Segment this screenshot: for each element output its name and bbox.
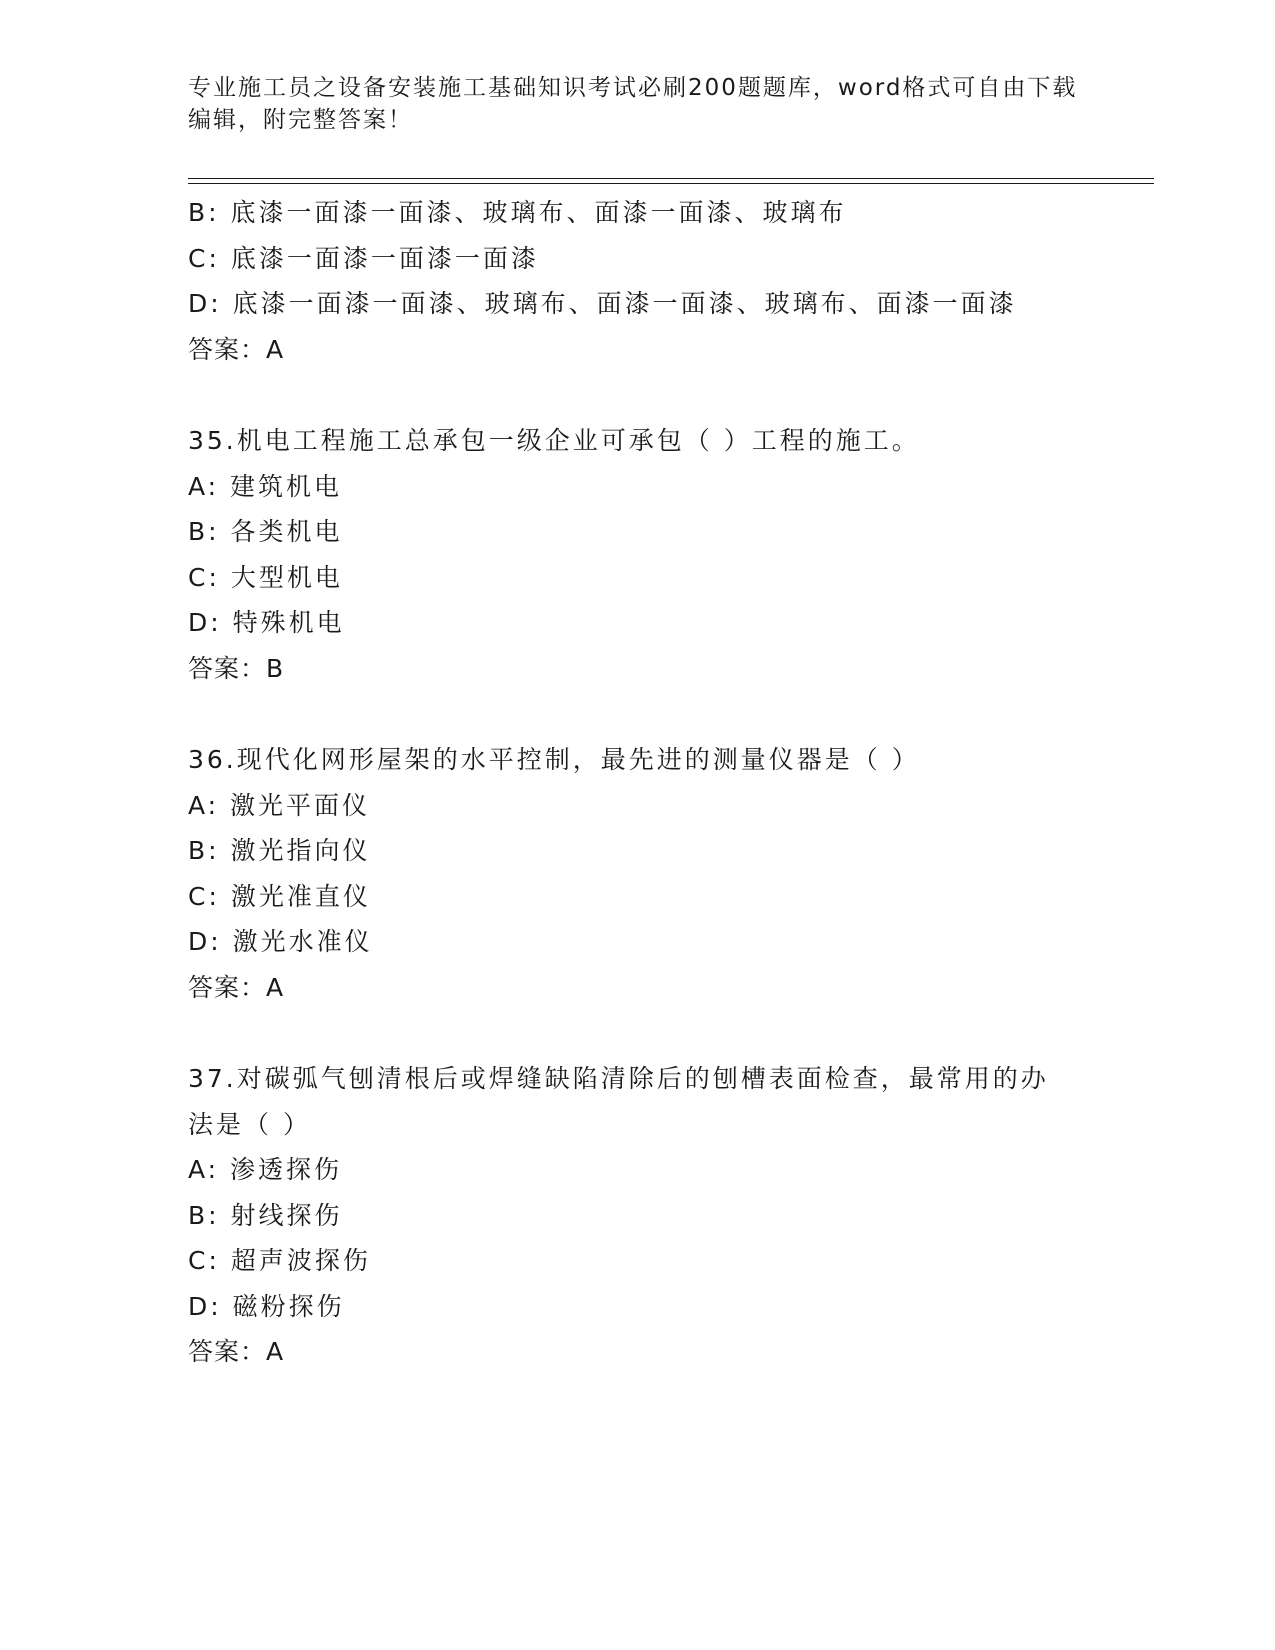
option-c: C: 大型机电	[188, 562, 343, 592]
answer: 答案：A	[188, 972, 285, 1002]
option-a: A: 建筑机电	[188, 471, 343, 501]
header-divider-top	[188, 178, 1154, 179]
option-a: A: 激光平面仪	[188, 790, 371, 820]
option-a: A: 渗透探伤	[188, 1155, 343, 1184]
option-c: C: 激光准直仪	[188, 881, 371, 911]
question-text: 37.对碳弧气刨清根后或焊缝缺陷清除后的刨槽表面检查，最常用的办法是（ ）	[188, 1064, 1049, 1139]
question-gap	[188, 372, 1088, 418]
question-36	[188, 737, 1088, 1010]
answer: 答案：A	[188, 1337, 285, 1366]
option-b: B: 激光指向仪	[188, 836, 371, 865]
option-d: D: 磁粉探伤	[188, 1291, 345, 1321]
document-body	[188, 190, 1088, 1375]
header-title: 专业施工员之设备安装施工基础知识考试必刷200题题库，word格式可自由下载编辑，附完整答案！	[188, 75, 1078, 133]
option-d: D: 特殊机电	[188, 608, 345, 637]
option-b: B: 各类机电	[188, 517, 343, 546]
question-34-continued	[188, 190, 1088, 372]
question-text: 35.机电工程施工总承包一级企业可承包（ ）工程的施工。	[188, 426, 920, 455]
question-37	[188, 1056, 1088, 1375]
question-text: 36.现代化网形屋架的水平控制，最先进的测量仪器是（ ）	[188, 745, 920, 774]
header-divider-bottom	[188, 183, 1154, 184]
document-header	[188, 72, 1088, 136]
question-gap	[188, 691, 1088, 737]
option-d: D: 底漆一面漆一面漆、玻璃布、面漆一面漆、玻璃布、面漆一面漆	[188, 289, 1017, 318]
option-c: C: 底漆一面漆一面漆一面漆	[188, 243, 539, 273]
answer: 答案：A	[188, 334, 285, 364]
option-d: D: 激光水准仪	[188, 927, 373, 956]
option-b: B: 底漆一面漆一面漆、玻璃布、面漆一面漆、玻璃布	[188, 198, 847, 227]
question-35	[188, 418, 1088, 691]
question-gap	[188, 1010, 1088, 1056]
answer: 答案：B	[188, 653, 285, 683]
option-b: B: 射线探伤	[188, 1200, 343, 1230]
option-c: C: 超声波探伤	[188, 1246, 371, 1275]
